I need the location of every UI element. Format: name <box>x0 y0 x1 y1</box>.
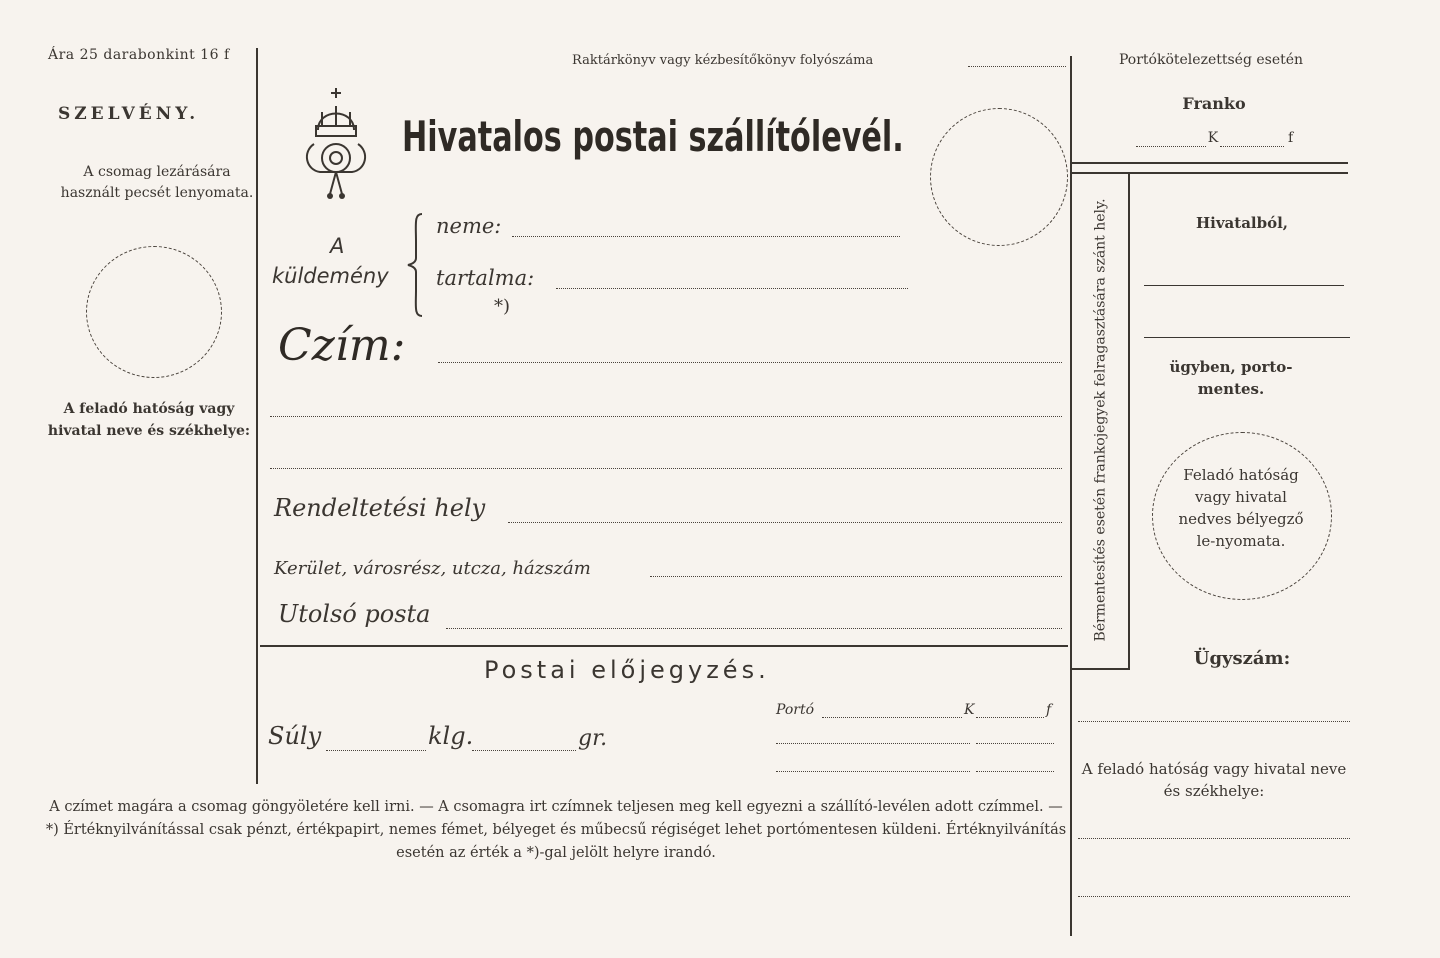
vertical-stamp-text: Bérmentesítés esetén frankojegyek felragasztására szánt hely. <box>1092 198 1109 642</box>
kg-line[interactable] <box>472 750 576 751</box>
porto-k-label: K <box>964 702 975 718</box>
form-title: Hivatalos postai szállítólevél. <box>402 112 904 161</box>
franko-k-label: K <box>1207 130 1219 146</box>
left-sender-label: A feladó hatóság vagy hivatal neve és székhelye: <box>47 401 251 439</box>
left-divider <box>256 48 258 784</box>
porto-row-2-left[interactable] <box>776 743 970 744</box>
footer-note: A czímet magára a csomag göngyöletére kell irni. — A csomagra irt czímnek teljesen meg kell egyezni a szállító-levélen adott czímmel. — *) Értéknyilvánítással csak pénzt, értékpapirt, nemes fémet, bélyeget és műbecsű régiséget lehet portómentesen küldeni. Értéknyilvánítás esetén az érték a *)-gal jelölt helyre irandó. <box>45 799 1067 861</box>
right-divider-thick-1 <box>1072 162 1348 164</box>
franko-label: Franko <box>1182 94 1246 113</box>
header-stamp-circle <box>930 108 1068 246</box>
porto-row-3-right[interactable] <box>976 771 1054 772</box>
seal-circle <box>86 246 222 378</box>
czim-line-3[interactable] <box>270 468 1062 469</box>
czim-line-2[interactable] <box>270 416 1062 417</box>
porto-row-2-right[interactable] <box>976 743 1054 744</box>
register-line <box>968 66 1066 67</box>
right-divider-thick-2 <box>1072 172 1348 174</box>
weight-label: Súly <box>268 722 322 750</box>
a-label: A <box>330 234 345 258</box>
right-sender-line-2[interactable] <box>1078 896 1350 897</box>
district-line[interactable] <box>650 576 1062 577</box>
franko-line[interactable] <box>1136 146 1206 147</box>
kg-label: klg. <box>428 722 474 750</box>
postal-divider <box>260 645 1068 647</box>
asterisk-note: *) <box>494 296 511 317</box>
destination-label: Rendeltetési hely <box>274 494 486 522</box>
right-sender-line-1[interactable] <box>1078 838 1350 839</box>
price-note: Ára 25 darabonkint 16 f <box>48 47 230 63</box>
crown-posthorn-icon <box>300 86 372 204</box>
seal-instruction: A csomag lezárására használt pecsét lenyomata. <box>60 164 254 201</box>
case-number-line[interactable] <box>1078 721 1350 722</box>
franko-f-line[interactable] <box>1220 146 1284 147</box>
tartalma-line[interactable] <box>556 288 908 289</box>
office-label: Hivatalból, <box>1195 214 1289 232</box>
postal-title: Postai előjegyzés. <box>484 656 770 684</box>
gr-label: gr. <box>578 726 608 751</box>
tartalma-label: tartalma: <box>436 266 535 290</box>
porto-row-3-left[interactable] <box>776 771 970 772</box>
case-number-label: Ügyszám: <box>1193 648 1291 669</box>
last-post-label: Utolsó posta <box>278 600 431 628</box>
register-label: Raktárkönyv vagy kézbesítőkönyv folyószáma <box>572 53 874 68</box>
kuldemeny-label: küldemény <box>272 264 389 288</box>
stamp-box-right <box>1128 174 1130 670</box>
exempt-label: ügyben, porto-mentes. <box>1169 358 1293 398</box>
obligation-label: Portókötelezettség esetén <box>1118 52 1304 68</box>
office-line-2[interactable] <box>1144 337 1350 338</box>
last-post-line[interactable] <box>446 628 1062 629</box>
brace-icon <box>402 212 426 318</box>
neme-line[interactable] <box>512 236 900 237</box>
franko-f-label: f <box>1288 130 1294 146</box>
wet-stamp-text: Feladó hatóság vagy hivatal nedves bélyegző le-nyomata. <box>1178 466 1304 550</box>
neme-label: neme: <box>436 214 502 238</box>
porto-f-label: f <box>1046 702 1052 718</box>
stamp-box-bottom <box>1072 668 1130 670</box>
coupon-title: SZELVÉNY. <box>58 104 200 124</box>
destination-line[interactable] <box>508 522 1062 523</box>
right-divider <box>1070 56 1072 936</box>
district-label: Kerület, városrész, utcza, házszám <box>274 558 591 579</box>
right-sender-label: A feladó hatóság vagy hivatal neve és székhelye: <box>1081 760 1347 800</box>
weight-line[interactable] <box>326 750 426 751</box>
porto-f-line[interactable] <box>976 717 1044 718</box>
czim-label: Czím: <box>278 320 406 371</box>
czim-line-1[interactable] <box>438 362 1062 363</box>
porto-label: Portó <box>776 702 815 718</box>
office-line-1[interactable] <box>1144 285 1344 286</box>
porto-line[interactable] <box>822 717 962 718</box>
